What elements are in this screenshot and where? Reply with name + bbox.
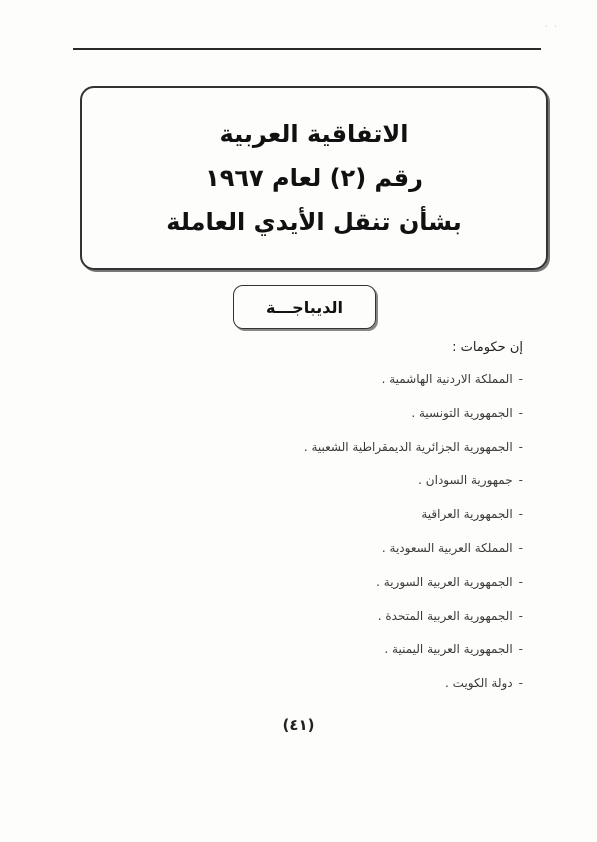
list-item: -الجمهورية الجزائرية الديمقراطية الشعبية . [303, 439, 523, 454]
government-name: المملكة الاردنية الهاشمية . [381, 372, 513, 386]
governments-list [193, 372, 523, 710]
title-line-2: رقم (٢) لعام ١٩٦٧ [205, 164, 423, 192]
list-item: -الجمهورية العربية اليمنية . [384, 642, 523, 657]
list-item: -الجمهورية العراقية [421, 507, 523, 522]
preamble-heading: الديباجـــة [266, 297, 343, 317]
list-item: -الجمهورية العربية السورية . [376, 574, 523, 589]
title-line-3: بشأن تنقل الأيدي العاملة [166, 208, 462, 236]
government-name: جمهورية السودان . [418, 473, 513, 488]
list-item: -الجمهورية التونسية . [411, 405, 523, 420]
page-number: (٤١) [282, 716, 315, 734]
government-name: الجمهورية العربية السورية . [376, 574, 513, 589]
list-item: -المملكة العربية السعودية . [381, 540, 523, 555]
list-item: -الجمهورية العربية المتحدة . [377, 608, 523, 623]
preamble-heading-box [233, 285, 376, 329]
title-box [80, 86, 548, 270]
list-item: -دولة الكويت . [445, 676, 523, 691]
intro-text: إن حكومات : [452, 340, 523, 355]
government-name: الجمهورية الجزائرية الديمقراطية الشعبية . [303, 439, 513, 454]
government-name: المملكة العربية السعودية . [381, 540, 513, 555]
government-name: الجمهورية العربية المتحدة . [377, 608, 513, 623]
scan-artifact: · · [545, 22, 559, 31]
government-name: الجمهورية العراقية [421, 507, 513, 522]
government-name: دولة الكويت . [445, 676, 513, 691]
title-line-1: الاتفاقية العربية [219, 120, 409, 148]
government-name: الجمهورية العربية اليمنية . [384, 642, 513, 657]
list-item: -جمهورية السودان . [418, 473, 523, 488]
header-rule [73, 48, 541, 50]
list-item: -المملكة الاردنية الهاشمية . [381, 372, 523, 386]
government-name: الجمهورية التونسية . [411, 405, 513, 420]
